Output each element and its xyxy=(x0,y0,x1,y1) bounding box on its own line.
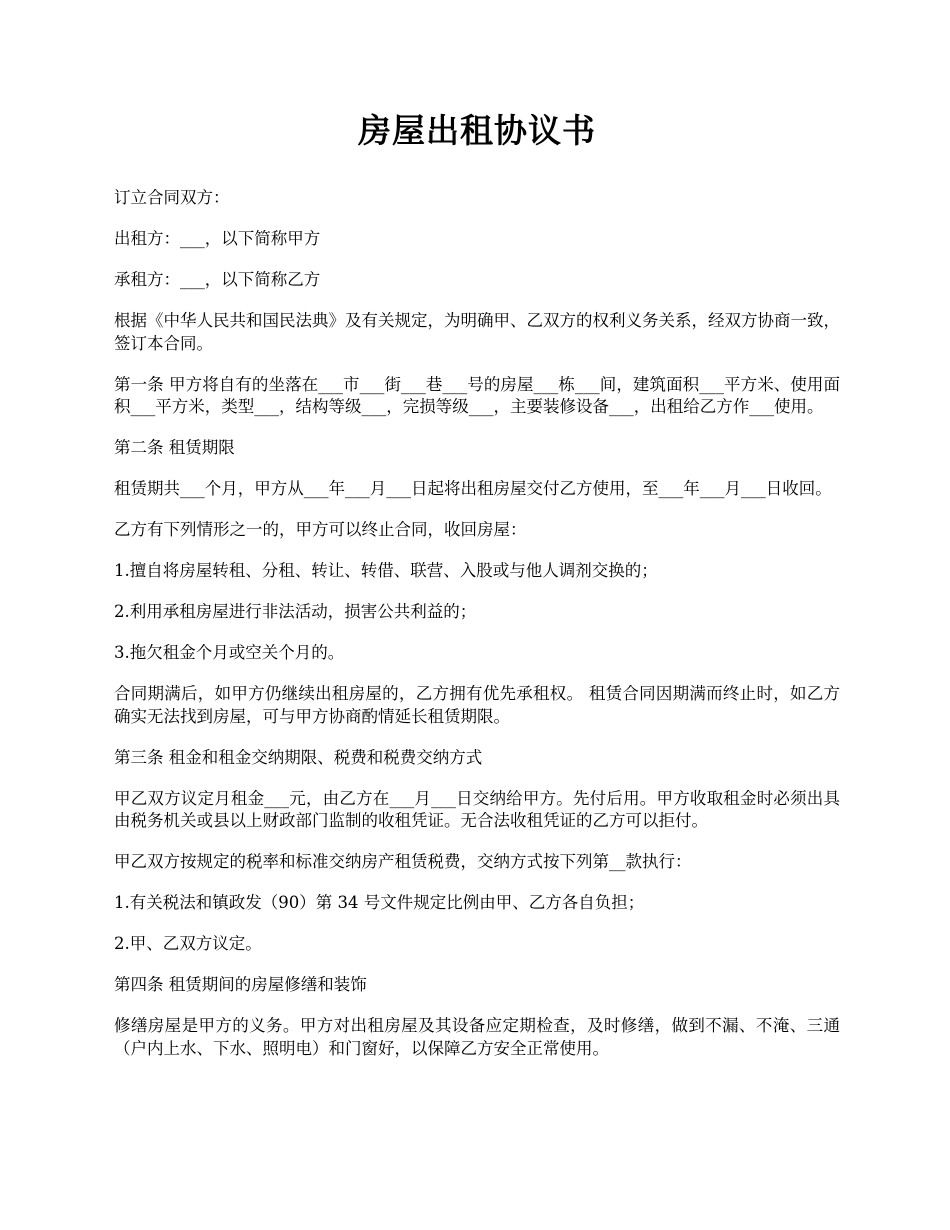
list-item-tax-1: 1.有关税法和镇政发（90）第 34 号文件规定比例由甲、乙方各自负担； xyxy=(114,893,645,913)
paragraph-legal-basis: 根据《中华人民共和国民法典》及有关规定，为明确甲、乙双方的权利义务关系，经双方协商一致，签订本合同。 xyxy=(114,311,840,353)
heading-article-2: 第二条 租赁期限 xyxy=(114,438,235,458)
document-title: 房屋出租协议书 xyxy=(358,111,596,150)
paragraph-lease-term: 租赁期共___个月，甲方从___年___月___日起将出租房屋交付乙方使用，至___年___月___日收回。 xyxy=(114,479,832,499)
paragraph-lessor: 出租方：___，以下简称甲方 xyxy=(114,229,321,249)
paragraph-repairs: 修缮房屋是甲方的义务。甲方对出租房屋及其设备应定期检查，及时修缮，做到不漏、不淹、三通（户内上水、下水、照明电）和门窗好，以保障乙方安全正常使用。 xyxy=(114,1016,840,1058)
list-item-termination-2: 2.利用承租房屋进行非法活动，损害公共利益的； xyxy=(114,602,477,622)
list-item-termination-1: 1.擅自将房屋转租、分租、转让、转借、联营、入股或与他人调剂交换的； xyxy=(114,561,658,581)
paragraph-renewal: 合同期满后，如甲方仍继续出租房屋的，乙方拥有优先承租权。 租赁合同因期满而终止时，如乙方确实无法找到房屋，可与甲方协商酌情延长租赁期限。 xyxy=(114,684,840,726)
paragraph-rent: 甲乙双方议定月租金___元，由乙方在___月___日交纳给甲方。先付后用。甲方收取租金时必须出具由税务机关或县以上财政部门监制的收租凭证。无合法收租凭证的乙方可以拒付。 xyxy=(114,788,840,831)
document-page xyxy=(114,110,840,1079)
paragraph-parties-intro: 订立合同双方： xyxy=(114,188,230,208)
paragraph-lessee: 承租方：___，以下简称乙方 xyxy=(114,270,321,290)
heading-article-3: 第三条 租金和租金交纳期限、税费和税费交纳方式 xyxy=(114,747,483,767)
heading-article-4: 第四条 租赁期间的房屋修缮和装饰 xyxy=(114,975,367,995)
paragraph-termination-intro: 乙方有下列情形之一的，甲方可以终止合同，收回房屋： xyxy=(114,520,527,540)
list-item-tax-2: 2.甲、乙双方议定。 xyxy=(114,934,262,954)
list-item-termination-3: 3.拖欠租金个月或空关个月的。 xyxy=(114,643,345,663)
paragraph-tax: 甲乙双方按规定的税率和标准交纳房产租赁税费，交纳方式按下列第__款执行： xyxy=(114,852,692,872)
paragraph-article-1: 第一条 甲方将自有的坐落在___市___街___巷___号的房屋___栋___间，建筑面积___平方米、使用面积___平方米，类型___，结构等级___，完损等级___，主要装修设备___，出租给乙方作___使用。 xyxy=(114,374,840,417)
